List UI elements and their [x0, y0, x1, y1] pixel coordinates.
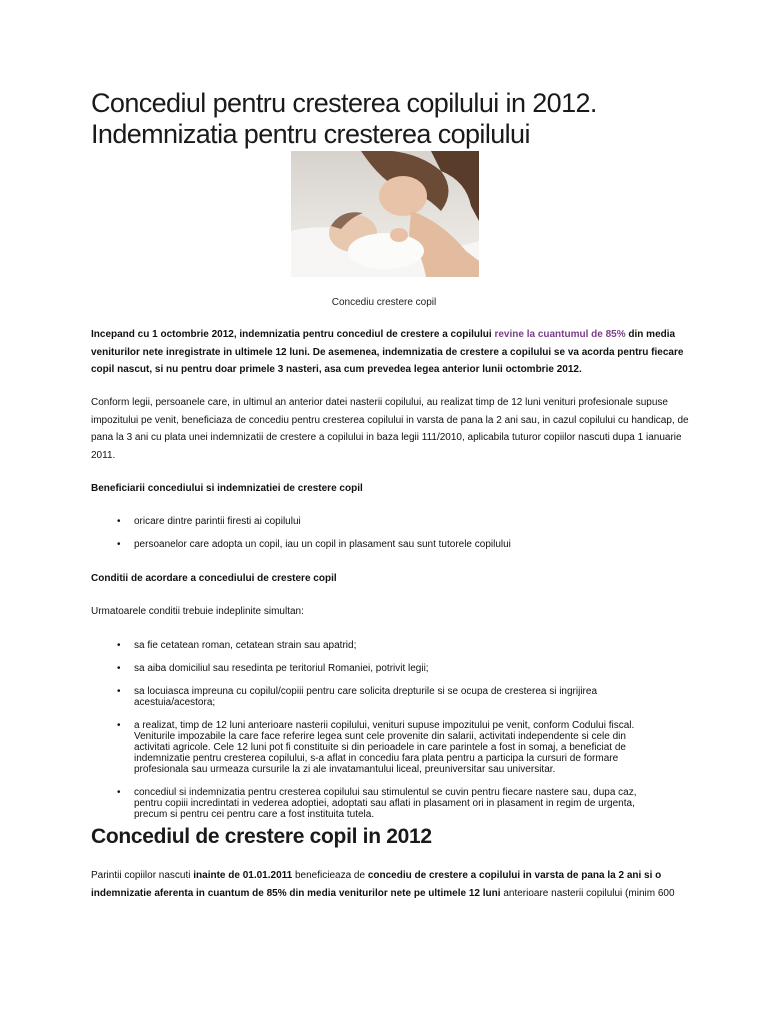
- conditii-list: [117, 640, 647, 820]
- last-text-1: Parintii copiilor nascuti: [91, 870, 194, 881]
- bullet-icon: •: [117, 539, 121, 550]
- intro-paragraph: [91, 326, 691, 379]
- list-item: [117, 640, 647, 651]
- list-item-text: concediul si indemnizatia pentru cresterea copilului sau stimulentul se cuvin pentru fiecare nastere sau, dupa caz, pentru copiii incredintati in vederea adoptiei, adoptati sau aflati in plasament ori in plasament in regim de urgenta, precum si pentru cei pentru care a fost instituita tutela.: [134, 787, 637, 820]
- intro-text-1: Incepand cu 1 octombrie 2012, indemnizatia pentru concediul de crestere a copilului: [91, 329, 495, 340]
- list-item: [117, 516, 511, 527]
- bullet-icon: •: [117, 516, 121, 527]
- beneficiari-list: [117, 516, 511, 550]
- list-item-text: persoanelor care adopta un copil, iau un copil in plasament sau sunt tutorele copilului: [134, 539, 511, 550]
- last-bold-1: inainte de 01.01.2011: [193, 870, 293, 881]
- list-item-text: oricare dintre parintii firesti ai copilului: [134, 516, 301, 527]
- list-item-text: sa fie cetatean roman, cetatean strain sau apatrid;: [134, 640, 357, 651]
- last-text-3: anterioare nasterii copilului (minim 600: [500, 887, 675, 899]
- photo-illustration: [291, 151, 479, 277]
- mother-child-photo: [291, 151, 479, 277]
- title-line-1: Concediul pentru cresterea copilului in 2012.: [91, 88, 597, 118]
- title-line-2: Indemnizatia pentru cresterea copilului: [91, 119, 530, 149]
- cuantum-link[interactable]: revine la cuantumul de 85%: [494, 329, 626, 340]
- conditii-intro: Urmatoarele conditii trebuie indeplinite simultan:: [91, 606, 304, 617]
- list-item: [117, 787, 647, 820]
- list-item-text: a realizat, timp de 12 luni anterioare nasterii copilului, venituri supuse impozitului pe venit, conform Codului fiscal. Veniturile impozabile la care face referire legea sunt cele provenite din salarii, activitati independente si cele din activitati agricole. Cele 12 luni pot fi constituite si din perioadele in care parintele a fost in somaj, a beneficiat de indemnizatie pentru cresterea copilului, s-a aflat in concediu fara plata pentru a participa la cursuri de formare profesionala sau urmeaza cursurile la zi ale invatamantului liceal, preuniversitar sau universitar.: [134, 720, 635, 775]
- bullet-icon: •: [117, 663, 121, 674]
- last-text-2: beneficieaza de: [292, 870, 368, 881]
- bullet-icon: •: [117, 640, 121, 651]
- photo-caption: Concediu crestere copil: [331, 297, 437, 308]
- intro-text-2: din media veniturilor nete inregistrate in ultimele 12 luni. De asemenea, indemnizatia de crestere a copilului se va acorda pentru fiecare copil nascut, si nu pentru doar primele 3 nasteri, asa cum prevedea legea anterior lunii octombrie 2012.: [91, 329, 684, 375]
- heading-beneficiari: Beneficiarii concediului si indemnizatiei de crestere copil: [91, 483, 363, 494]
- bullet-icon: •: [117, 720, 121, 731]
- list-item: [117, 720, 647, 775]
- list-item-text: sa locuiasca impreuna cu copilul/copiii pentru care solicita drepturile si se ocupa de cresterea si ingrijirea acestuia/acestora;: [134, 686, 598, 708]
- bullet-icon: •: [117, 787, 121, 798]
- list-item: [117, 539, 511, 550]
- law-paragraph: Conform legii, persoanele care, in ultimul an anterior datei nasterii copilului, au realizat timp de 12 luni venituri profesionale supuse impozitului pe venit, beneficiaza de concediu pentru cresterea copilului in varsta de pana la 2 ani sau, in cazul copilului cu handicap, de pana la 3 ani cu plata unei indemnizatii de crestere a copilului in baza legii 111/2010, aplicabila tuturor copiilor nascuti dupa 1 ianuarie 2011.: [91, 397, 689, 461]
- last-bold-2: concediu de crestere a copilului in varsta de pana la 2 ani si o indemnizatie aferenta in cuantum de 85% din media veniturilor nete pe ultimele 12 luni: [91, 870, 662, 899]
- page-title: [91, 88, 711, 150]
- last-paragraph: [91, 867, 691, 902]
- list-item: [117, 686, 647, 708]
- section-heading-2012: Concediul de crestere copil in 2012: [91, 825, 432, 848]
- list-item: [117, 663, 647, 674]
- list-item-text: sa aiba domiciliul sau resedinta pe teritoriul Romaniei, potrivit legii;: [134, 663, 429, 674]
- heading-conditii: Conditii de acordare a concediului de crestere copil: [91, 573, 337, 584]
- bullet-icon: •: [117, 686, 121, 697]
